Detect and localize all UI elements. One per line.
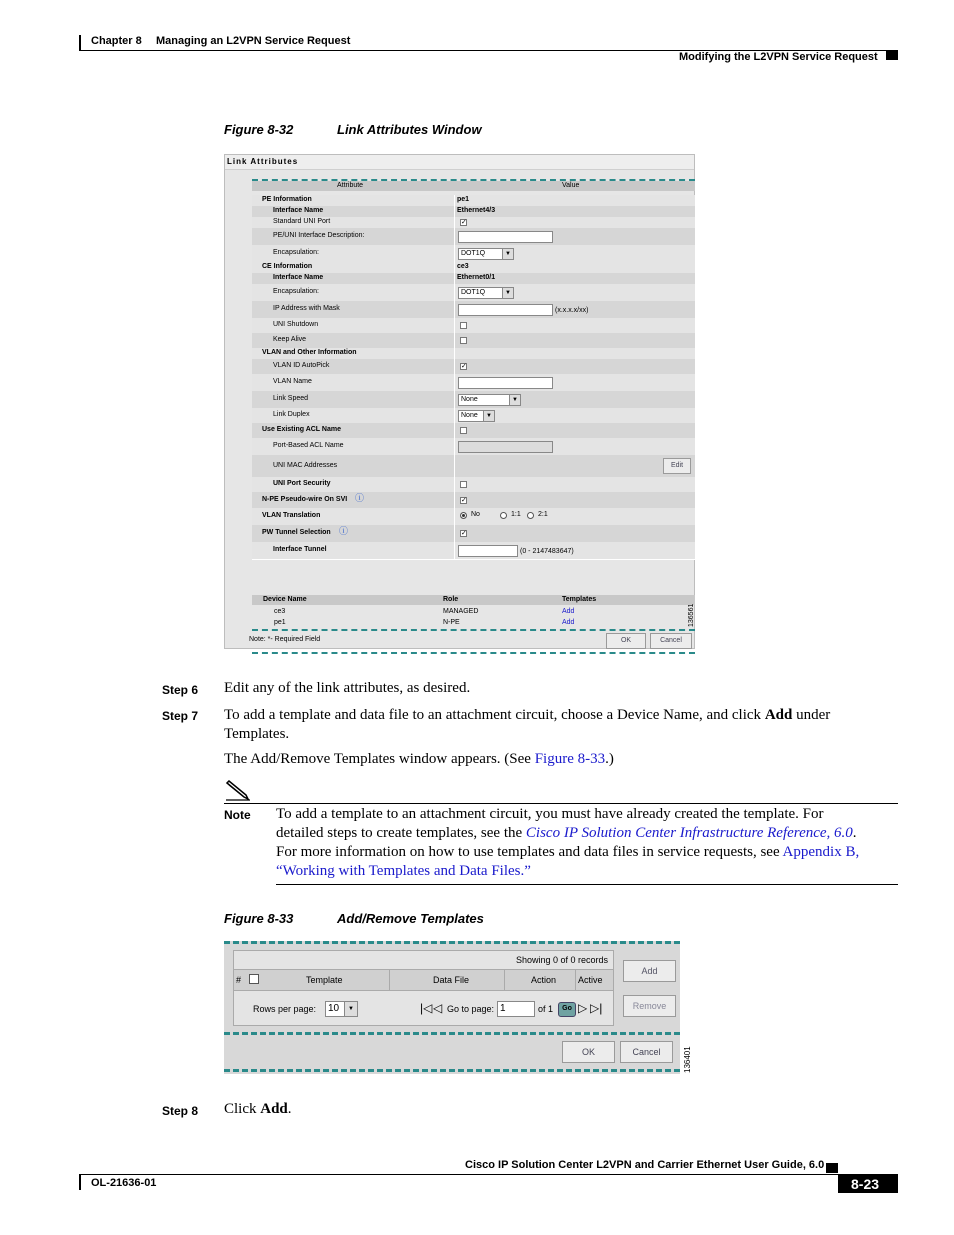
figure-33-id: 136401	[683, 1046, 692, 1073]
attribute-cell	[252, 359, 455, 374]
attribute-row	[252, 508, 695, 526]
cancel-button[interactable]: Cancel	[650, 633, 692, 649]
attribute-row	[252, 374, 695, 392]
checkbox[interactable]: ✓	[461, 496, 467, 504]
value-cell	[455, 217, 695, 228]
of-pages-label: of 1	[538, 1004, 554, 1014]
chevron-down-icon: ▼	[502, 249, 513, 259]
device-role: N-PE	[443, 619, 460, 626]
attribute-cell	[252, 333, 455, 348]
checkbox[interactable]	[460, 337, 467, 344]
device-name: pe1	[274, 619, 286, 626]
header-chapter-title: Managing an L2VPN Service Request	[156, 35, 351, 47]
appendix-b-title-link[interactable]: “Working with Templates and Data Files.”	[276, 863, 531, 879]
step-8-bold: Add	[260, 1101, 288, 1117]
step-8-label: Step 8	[162, 1104, 199, 1118]
attribute-cell	[252, 262, 455, 273]
mid-dash	[224, 1032, 680, 1035]
note-label: Note	[224, 808, 251, 822]
checkbox[interactable]	[460, 481, 467, 488]
value-cell	[455, 206, 695, 217]
appendix-b-link[interactable]: Appendix B,	[782, 844, 860, 860]
value-cell	[455, 508, 695, 525]
attribute-label: Port-Based ACL Name	[273, 442, 344, 449]
value-cell	[455, 318, 695, 333]
chevron-down-icon: ▼	[483, 411, 494, 421]
attribute-cell	[252, 455, 455, 477]
value-cell	[455, 374, 695, 391]
value-text: pe1	[457, 196, 470, 203]
page-number-input[interactable]: 1	[497, 1001, 535, 1017]
cancel-button[interactable]: Cancel	[620, 1041, 673, 1063]
device-table-header	[252, 595, 695, 605]
footer-left-bar	[79, 1174, 81, 1190]
value-cell	[455, 408, 695, 423]
attribute-row	[252, 301, 695, 319]
ip-address-input[interactable]	[458, 304, 553, 316]
attribute-label: Keep Alive	[273, 336, 307, 343]
attribute-row	[252, 318, 695, 334]
add-remove-templates-window	[224, 941, 692, 1074]
attribute-cell	[252, 374, 455, 391]
step-8-text-a: Click	[224, 1101, 261, 1117]
link-attributes-window	[224, 154, 695, 649]
infrastructure-reference-link[interactable]: Cisco IP Solution Center Infrastructure Reference, 6.0	[525, 825, 853, 841]
select-value: None	[461, 411, 478, 419]
radio-label: 2:1	[538, 511, 548, 518]
device-name-header: Device Name	[263, 596, 307, 603]
footer-block	[826, 1163, 838, 1173]
figure-8-33-link[interactable]: Figure 8-33	[534, 751, 606, 767]
value-cell	[455, 333, 695, 348]
attribute-cell	[252, 508, 455, 525]
figure-33-title: Add/Remove Templates	[337, 911, 484, 926]
dropdown-select[interactable]	[458, 287, 514, 299]
radio-button[interactable]	[460, 512, 467, 519]
attribute-label: UNI MAC Addresses	[273, 461, 338, 469]
action-header: Action	[531, 975, 557, 985]
bottom-divider-1	[252, 629, 695, 631]
attribute-label: VLAN Translation	[262, 512, 321, 519]
value-cell	[455, 525, 695, 542]
attribute-cell	[252, 228, 455, 245]
attribute-label: VLAN ID AutoPick	[273, 362, 330, 369]
text-input[interactable]	[458, 377, 553, 389]
attribute-row	[252, 438, 695, 456]
ok-button[interactable]: OK	[606, 633, 646, 649]
checkbox[interactable]	[460, 427, 467, 434]
device-templates-add-link[interactable]: Add	[562, 619, 575, 626]
column-divider	[575, 970, 576, 990]
select-all-checkbox[interactable]	[249, 974, 259, 984]
attribute-row	[252, 245, 695, 263]
value-text: Ethernet4/3	[457, 207, 496, 214]
value-cell	[455, 273, 695, 284]
bottom-divider-2	[252, 652, 695, 654]
value-text: ce3	[457, 263, 469, 270]
step-8-text-b: .	[287, 1101, 292, 1117]
attribute-cell	[252, 348, 455, 359]
attribute-label: VLAN and Other Information	[262, 349, 357, 356]
appears-text-b: .)	[605, 751, 614, 767]
header-chapter: Chapter 8	[91, 35, 142, 47]
attribute-row	[252, 359, 695, 375]
value-cell	[455, 455, 695, 477]
templates-table-header	[234, 969, 613, 991]
device-name: ce3	[274, 608, 286, 615]
step-8-text	[224, 1101, 292, 1118]
footer-guide-title: Cisco IP Solution Center L2VPN and Carrier Ethernet User Guide, 6.0	[465, 1159, 825, 1171]
page-number: 8-23	[851, 1176, 880, 1192]
value-cell	[455, 438, 695, 455]
attribute-label: Link Duplex	[273, 411, 310, 418]
column-divider	[389, 970, 390, 990]
templates-header: Templates	[562, 596, 597, 603]
note-bottom-rule	[276, 884, 898, 885]
edit-button[interactable]: Edit	[663, 458, 691, 474]
attribute-label: Standard UNI Port	[273, 218, 331, 225]
radio-button[interactable]	[527, 512, 534, 519]
attribute-cell	[252, 438, 455, 455]
go-button[interactable]: Go	[558, 1002, 576, 1017]
value-cell	[455, 228, 695, 245]
note-line-2b: .	[852, 825, 857, 841]
checkbox[interactable]: ✓	[461, 219, 467, 226]
value-cell	[455, 423, 695, 438]
previous-page-icon[interactable]: ◁	[433, 1001, 443, 1015]
step-7-bold: Add	[764, 707, 793, 723]
go-to-page-label: Go to page:	[447, 1004, 495, 1014]
attributes-header	[252, 181, 695, 191]
ip-format-hint: (x.x.x.x/xx)	[555, 306, 589, 314]
dropdown-select[interactable]	[458, 248, 514, 260]
attribute-label: Encapsulation:	[273, 288, 319, 295]
attribute-cell	[252, 408, 455, 423]
attribute-cell	[252, 206, 455, 217]
attribute-label: Interface Tunnel	[273, 546, 327, 553]
value-cell	[455, 195, 695, 206]
chevron-down-icon: ▼	[344, 1002, 357, 1016]
attribute-cell	[252, 542, 455, 559]
add-template-button[interactable]: Add	[623, 960, 676, 982]
value-cell	[455, 477, 695, 492]
attribute-cell	[252, 525, 455, 542]
figure-32-number: Figure 8-32	[224, 122, 294, 137]
attribute-label: N-PE Pseudo-wire On SVI	[262, 495, 348, 503]
attribute-label: Encapsulation:	[273, 249, 319, 256]
value-cell	[455, 245, 695, 262]
info-icon: ⓘ	[355, 493, 365, 503]
checkbox[interactable]	[460, 322, 467, 329]
note-line-3a: For more information on how to use templates and data files in service requests, see	[276, 844, 783, 860]
attribute-row	[252, 391, 695, 409]
interface-tunnel-input[interactable]	[458, 545, 518, 557]
value-cell	[455, 348, 695, 359]
device-row[interactable]	[252, 618, 695, 629]
attribute-row	[252, 477, 695, 493]
showing-records: Showing 0 of 0 records	[515, 955, 608, 965]
rows-per-page-label: Rows per page:	[253, 1004, 317, 1014]
col-value: Value	[562, 182, 580, 189]
text-input[interactable]	[458, 231, 553, 243]
value-cell	[455, 262, 695, 273]
select-value: DOT1Q	[461, 249, 486, 257]
attribute-label: VLAN Name	[273, 378, 312, 385]
role-header: Role	[443, 596, 459, 603]
attribute-label: Interface Name	[273, 274, 324, 281]
figure-33-number: Figure 8-33	[224, 911, 294, 926]
templates-panel	[233, 950, 614, 1026]
radio-label: 1:1	[511, 511, 521, 518]
info-icon: ⓘ	[339, 526, 349, 536]
attribute-row	[252, 423, 695, 439]
attribute-row	[252, 455, 695, 478]
pencil-icon	[224, 780, 252, 802]
step-7-text	[224, 706, 894, 744]
attribute-cell	[252, 391, 455, 408]
step-7-text-b: under	[792, 707, 831, 723]
window-title: Link Attributes	[227, 157, 299, 166]
attribute-label: PE Information	[262, 196, 312, 203]
attribute-row	[252, 333, 695, 349]
ok-button[interactable]: OK	[562, 1041, 615, 1063]
value-cell	[455, 301, 695, 318]
device-row[interactable]	[252, 607, 695, 618]
bottom-dash	[224, 1069, 680, 1072]
tunnel-range-hint: (0 - 2147483647)	[520, 547, 574, 555]
col-attribute: Attribute	[337, 182, 364, 189]
attribute-cell	[252, 423, 455, 438]
checkbox[interactable]: ✓	[461, 530, 467, 537]
note-text	[276, 805, 898, 881]
attribute-row	[252, 284, 695, 302]
header-section: Modifying the L2VPN Service Request	[679, 51, 878, 63]
rows-per-page-select[interactable]	[325, 1001, 358, 1017]
next-page-icon[interactable]: ▷	[578, 1001, 588, 1015]
figure-32-title: Link Attributes Window	[337, 122, 482, 137]
value-cell	[455, 284, 695, 301]
attribute-label: Link Speed	[273, 395, 309, 402]
attribute-row	[252, 542, 695, 560]
required-field-note: Note: *- Required Field	[249, 636, 321, 643]
datafile-header: Data File	[433, 975, 470, 985]
attribute-cell	[252, 217, 455, 228]
appears-text-a: The Add/Remove Templates window appears. (See	[224, 751, 535, 767]
note-top-rule	[224, 803, 898, 804]
step-6-label: Step 6	[162, 683, 199, 697]
checkbox[interactable]: ✓	[461, 363, 467, 370]
select-value: None	[461, 395, 478, 403]
attribute-cell	[252, 492, 455, 508]
step-6-text: Edit any of the link attributes, as desired.	[224, 680, 471, 696]
step-7-text-a: To add a template and data file to an attachment circuit, choose a Device Name, and click	[224, 707, 765, 723]
attribute-cell	[252, 477, 455, 492]
step-7-text-c: Templates.	[224, 726, 290, 742]
attribute-row	[252, 408, 695, 424]
header-right-block	[886, 51, 898, 60]
device-role: MANAGED	[443, 608, 479, 615]
attribute-row	[252, 525, 695, 543]
attribute-cell	[252, 318, 455, 333]
footer-doc-id: OL-21636-01	[91, 1177, 157, 1189]
remove-template-button[interactable]: Remove	[623, 995, 676, 1017]
note-line-2a: detailed steps to create templates, see the	[276, 825, 526, 841]
attribute-cell	[252, 273, 455, 284]
attribute-row	[252, 492, 695, 509]
attribute-label: CE Information	[262, 263, 313, 270]
attribute-label: Interface Name	[273, 207, 324, 214]
rows-per-page-value: 10	[328, 1003, 340, 1014]
hash-header: #	[236, 975, 242, 985]
template-header: Template	[306, 975, 343, 985]
step-7-appears	[224, 751, 614, 768]
header-left-bar	[79, 35, 81, 51]
dropdown-select[interactable]	[458, 410, 495, 422]
attribute-label: UNI Port Security	[273, 480, 331, 487]
step-7-label: Step 7	[162, 709, 199, 723]
last-page-icon[interactable]: ▷|	[590, 1001, 603, 1015]
dropdown-select[interactable]	[458, 394, 521, 406]
top-dash	[224, 941, 680, 944]
footer-rule	[79, 1174, 898, 1175]
attribute-label: Use Existing ACL Name	[262, 426, 341, 433]
note-line-1: To add a template to an attachment circuit, you must have already created the template. For	[276, 806, 824, 822]
attribute-cell	[252, 301, 455, 318]
attribute-cell	[252, 284, 455, 301]
attribute-row	[252, 228, 695, 246]
attribute-label: IP Address with Mask	[273, 305, 340, 312]
chevron-down-icon: ▼	[509, 395, 520, 405]
first-page-icon[interactable]: |◁	[420, 1001, 433, 1015]
attribute-label: UNI Shutdown	[273, 321, 319, 328]
active-header: Active	[578, 975, 603, 985]
value-cell	[455, 492, 695, 508]
chevron-down-icon: ▼	[502, 288, 513, 298]
radio-button[interactable]	[500, 512, 507, 519]
select-value: DOT1Q	[461, 288, 486, 296]
value-cell	[455, 542, 695, 559]
figure-32-id: 136561	[688, 603, 695, 627]
value-cell	[455, 391, 695, 408]
attribute-label: PE/UNI Interface Description:	[273, 232, 365, 239]
attribute-cell	[252, 245, 455, 262]
attribute-cell	[252, 195, 455, 206]
value-cell	[455, 359, 695, 374]
column-divider	[504, 970, 505, 990]
attribute-label: PW Tunnel Selection	[262, 529, 331, 536]
radio-label: No	[471, 511, 480, 518]
text-input	[458, 441, 553, 453]
device-templates-add-link[interactable]: Add	[562, 608, 575, 615]
value-text: Ethernet0/1	[457, 274, 496, 281]
